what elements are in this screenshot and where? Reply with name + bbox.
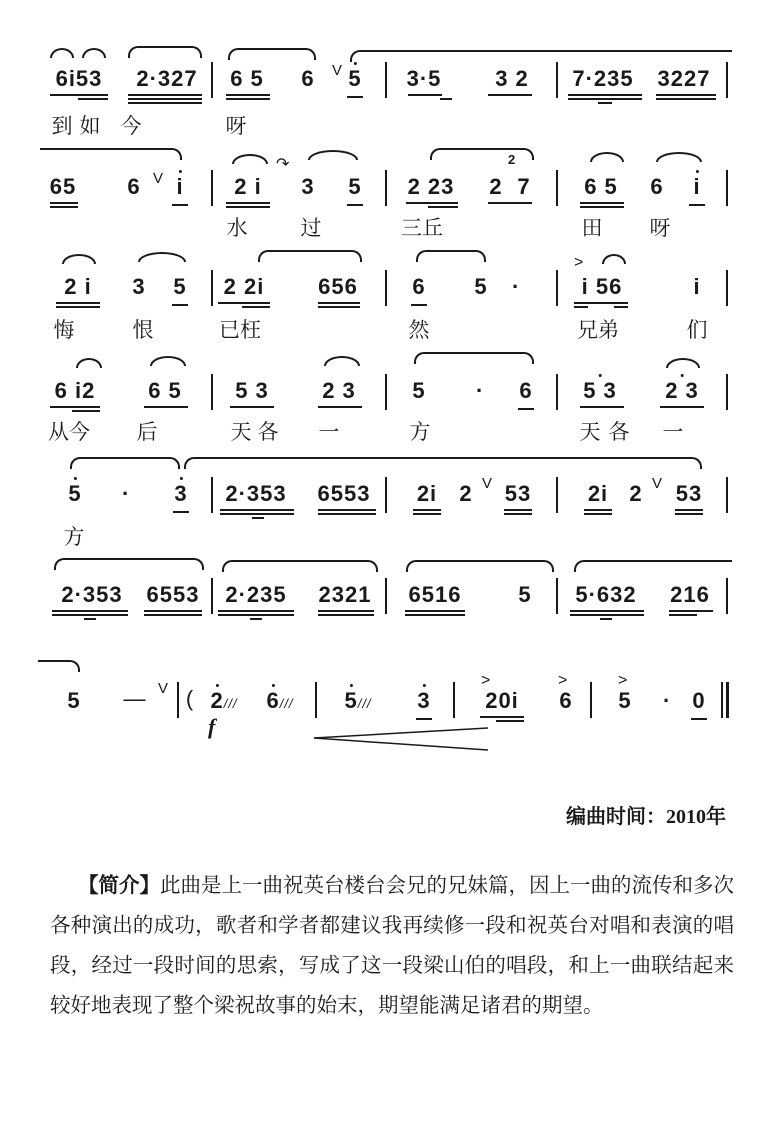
barline: [556, 62, 558, 98]
beam: [347, 96, 363, 98]
beam: [669, 610, 713, 612]
note-group: i 56: [581, 274, 623, 299]
note-group: 2 i: [234, 174, 262, 199]
beam: [144, 610, 202, 612]
barline: [315, 682, 317, 718]
beam: [496, 720, 524, 722]
beam: [488, 202, 532, 204]
note: i: [693, 274, 701, 299]
beam: [570, 614, 644, 616]
note: 5: [348, 66, 362, 91]
breath-mark: V: [482, 475, 493, 492]
note-group: 2321: [318, 582, 372, 607]
slur: [228, 48, 316, 60]
beam: [504, 513, 532, 515]
beam: [173, 511, 189, 513]
beam: [347, 204, 363, 206]
score-line-2: [0, 140, 772, 240]
lyric: 呀: [225, 114, 247, 138]
tie: [138, 252, 186, 262]
beam: [428, 206, 458, 208]
barline: [385, 270, 387, 306]
note-group: 656: [318, 274, 358, 299]
slur: [430, 148, 534, 160]
beam: [56, 302, 100, 304]
beam: [405, 610, 465, 612]
beam: [242, 306, 270, 308]
note: 2///: [210, 688, 238, 713]
note: 6: [412, 274, 426, 299]
grace-note: 2: [508, 152, 516, 167]
note-group: 2 3: [665, 378, 699, 403]
beam: [50, 202, 78, 204]
lyric: 从今: [48, 420, 90, 444]
note-group: 6 5: [230, 66, 264, 91]
tie: [62, 254, 96, 264]
beam: [318, 513, 376, 515]
beam: [50, 206, 78, 208]
beam: [318, 306, 360, 308]
note-group: 20i: [485, 688, 519, 713]
crescendo-hairpin: [314, 724, 490, 754]
beam: [230, 406, 274, 408]
note-group: 3·5: [406, 66, 442, 91]
note-group: 2·353: [225, 481, 287, 506]
note: i: [176, 174, 184, 199]
note-group: 2 23: [407, 174, 455, 199]
note-group: 3227: [657, 66, 711, 91]
beam: [144, 406, 188, 408]
beam: [416, 718, 432, 720]
lyric: 恨: [132, 318, 154, 342]
score-line-1: [0, 40, 772, 140]
beam: [413, 509, 441, 511]
barline: [556, 270, 558, 306]
lyric: 今: [120, 114, 142, 138]
barline: [211, 62, 213, 98]
beam: [580, 206, 624, 208]
beam: [226, 98, 270, 100]
note-group: 216: [670, 582, 710, 607]
beam: [318, 509, 376, 511]
lyric: 天: [579, 420, 601, 444]
lyric: 兄弟: [577, 318, 619, 342]
beam: [574, 306, 588, 308]
note: 6: [650, 174, 664, 199]
note-group: 53: [504, 481, 532, 506]
barline: [556, 374, 558, 410]
beam: [408, 94, 442, 96]
barline: [385, 477, 387, 513]
augmentation-dot: ·: [476, 378, 484, 403]
score-line-4: [0, 340, 772, 444]
beam: [220, 513, 294, 515]
beam: [128, 102, 202, 104]
barline: [556, 170, 558, 206]
tie: [82, 48, 106, 58]
slur: [70, 457, 180, 469]
augmentation-dot: ·: [122, 481, 130, 506]
lyric: 然: [408, 318, 430, 342]
beam: [440, 98, 452, 100]
beam: [580, 202, 624, 204]
lyric: 悔: [53, 318, 75, 342]
beam: [50, 406, 100, 408]
barline: [726, 477, 728, 513]
beam: [614, 306, 628, 308]
barline: [177, 682, 179, 718]
slur: [406, 560, 554, 572]
note-group: 65: [49, 174, 77, 199]
note: 3: [132, 274, 146, 299]
note-group: 7·235: [572, 66, 634, 91]
note: 5: [173, 274, 187, 299]
breath-mark: V: [332, 62, 343, 79]
beam: [570, 610, 644, 612]
slur: [574, 560, 732, 572]
note-group: 6553: [317, 481, 371, 506]
augmentation-dot: ·: [512, 274, 520, 299]
slur: [128, 46, 202, 58]
tremolo-mark: ///: [357, 696, 372, 711]
note-group: 6516: [408, 582, 462, 607]
barline: [211, 477, 213, 513]
tie: [324, 356, 360, 366]
note-group: 2·353: [61, 582, 123, 607]
accent-mark: >: [481, 672, 491, 689]
note: 5: [67, 688, 81, 713]
beam: [518, 408, 534, 410]
beam: [413, 513, 441, 515]
note: 5///: [344, 688, 372, 713]
barline: [211, 578, 213, 614]
breath-mark: V: [652, 475, 663, 492]
barline: [726, 62, 728, 98]
barline: [385, 578, 387, 614]
note: 6: [127, 174, 141, 199]
note: 6///: [266, 688, 294, 713]
lyric: 已枉: [219, 318, 261, 342]
note-group: 5·632: [575, 582, 637, 607]
slur: [414, 352, 534, 364]
slur: [54, 558, 204, 570]
lyric: 各: [257, 420, 279, 444]
lyric: 三丘: [401, 216, 443, 240]
accent-mark: >: [574, 254, 584, 271]
beam: [50, 94, 108, 96]
note-group: 6 i2: [54, 378, 96, 403]
accent-mark: >: [618, 672, 628, 689]
note-group: 53: [675, 481, 703, 506]
tremolo-mark: ///: [279, 696, 294, 711]
open-paren: (: [185, 686, 195, 711]
note: 5: [348, 174, 362, 199]
note: 3: [301, 174, 315, 199]
breath-mark: V: [153, 170, 164, 187]
tremolo-mark: ///: [223, 696, 238, 711]
slur: [184, 457, 324, 469]
lyric: 方: [409, 420, 431, 444]
tie: [666, 358, 700, 368]
note-group: 2·235: [225, 582, 287, 607]
note-group: 6553: [146, 582, 200, 607]
barline: [211, 270, 213, 306]
intro-text: 此曲是上一曲祝英台楼台会兄的兄妹篇，因上一曲的流传和多次各种演出的成功，歌者和学者都建议我再续修一段和祝英台对唱和表演的唱段，经过一段时间的思索，写成了这一段梁山伯的唱段，和上一曲联结起来较好地表现了整个梁祝故事的始末，期望能满足诸君的期望。: [50, 873, 734, 1017]
beam: [144, 614, 202, 616]
beam: [220, 509, 294, 511]
beam: [600, 618, 612, 620]
breath-mark: V: [158, 680, 169, 697]
beam: [656, 94, 716, 96]
note: 6: [559, 688, 573, 713]
note: 2: [629, 481, 643, 506]
note: 5: [412, 378, 426, 403]
beam: [52, 614, 128, 616]
beam: [406, 202, 458, 204]
beam: [318, 610, 374, 612]
note-group: 2i: [587, 481, 609, 506]
beam: [580, 406, 624, 408]
note: 6: [519, 378, 533, 403]
beam: [250, 618, 262, 620]
beam: [226, 202, 270, 204]
barline: [385, 170, 387, 206]
barline: [211, 374, 213, 410]
barline: [726, 170, 728, 206]
beam: [568, 94, 642, 96]
note: 5: [68, 481, 82, 506]
beam: [318, 614, 374, 616]
beam: [669, 614, 697, 616]
beam: [218, 610, 294, 612]
tie: [232, 154, 268, 164]
tie: [656, 152, 702, 162]
note-group: 2i: [416, 481, 438, 506]
note-group: 2·327: [136, 66, 198, 91]
lyric: 们: [686, 318, 708, 342]
beam: [504, 509, 532, 511]
note-group: 2 3: [322, 378, 356, 403]
intro-tag: 【简介】: [78, 873, 160, 897]
note: 5: [618, 688, 632, 713]
beam: [598, 102, 612, 104]
beam: [568, 98, 642, 100]
note: 3: [417, 688, 431, 713]
augmentation-dot: ·: [663, 688, 671, 713]
note: 0: [692, 688, 706, 713]
tie: [50, 48, 74, 58]
beam: [689, 204, 705, 206]
score-line-5: [0, 445, 772, 549]
beam: [660, 406, 704, 408]
slur: [38, 660, 80, 672]
beam: [218, 302, 270, 304]
beam: [72, 410, 100, 412]
beam: [56, 306, 100, 308]
note-group: 2 2i: [223, 274, 265, 299]
note: 6: [301, 66, 315, 91]
slur: [350, 50, 732, 62]
beam: [172, 204, 188, 206]
beam: [488, 94, 532, 96]
beam: [411, 304, 427, 306]
slur: [258, 250, 362, 262]
lyric: 到: [51, 114, 73, 138]
slur: [416, 250, 486, 262]
tie: [76, 358, 102, 368]
note-group: 5 3: [235, 378, 269, 403]
lyric: 过: [300, 216, 322, 240]
note: 2: [489, 174, 503, 199]
barline: [726, 578, 728, 614]
lyric: 各: [608, 420, 630, 444]
note: 2: [459, 481, 473, 506]
barline: [556, 477, 558, 513]
beam: [675, 513, 703, 515]
beam: [691, 718, 707, 720]
accent-mark: >: [558, 672, 568, 689]
beam: [405, 614, 465, 616]
note: 5: [518, 582, 532, 607]
note-group: 3 2: [495, 66, 529, 91]
barline: [453, 682, 455, 718]
note-group: 2 i: [64, 274, 92, 299]
note-group: 6 5: [584, 174, 618, 199]
lyric: 一: [662, 420, 684, 444]
final-barline: [721, 682, 723, 718]
lyric: 后: [136, 420, 158, 444]
introduction-paragraph: [50, 865, 734, 1025]
beam: [584, 509, 612, 511]
note: 3: [174, 481, 188, 506]
barline: [385, 62, 387, 98]
slur: [40, 148, 182, 160]
slur: [222, 560, 378, 572]
beam: [128, 94, 202, 96]
beam: [128, 98, 202, 100]
note: 7: [517, 174, 531, 199]
note: i: [693, 174, 701, 199]
dynamic-forte: f: [208, 714, 216, 739]
beam: [318, 302, 360, 304]
barline: [211, 170, 213, 206]
score-line-6: [0, 550, 772, 650]
score-line-3: [0, 240, 772, 340]
barline: [726, 374, 728, 410]
beam: [480, 716, 524, 718]
note-group: 6i53: [55, 66, 103, 91]
lyric: 天: [230, 420, 252, 444]
beam: [84, 618, 96, 620]
beam: [584, 513, 612, 515]
beam: [252, 517, 264, 519]
beam: [52, 610, 128, 612]
tie: [602, 254, 626, 264]
beam: [656, 98, 716, 100]
slur: [320, 457, 702, 469]
tie: [590, 152, 624, 162]
score-line-7: [0, 640, 772, 760]
final-barline: [726, 682, 729, 718]
barline: [590, 682, 592, 718]
barline: [385, 374, 387, 410]
beam: [318, 406, 362, 408]
sustain-dash: —: [123, 686, 147, 711]
barline: [726, 270, 728, 306]
lyric: 田: [581, 216, 603, 240]
lyric: 呀: [649, 216, 671, 240]
lyric: 水: [226, 216, 248, 240]
lyric: 一: [318, 420, 340, 444]
beam: [226, 206, 270, 208]
turn-arrow-icon: ↷: [276, 156, 290, 173]
composition-date: 编曲时间：2010年: [566, 806, 726, 828]
beam: [172, 304, 188, 306]
beam: [226, 94, 270, 96]
note: 5: [474, 274, 488, 299]
lyric: 方: [63, 525, 85, 549]
beam: [675, 509, 703, 511]
beam: [218, 614, 294, 616]
beam: [78, 98, 108, 100]
beam: [574, 302, 628, 304]
tie: [150, 356, 186, 366]
lyric: 如: [79, 114, 101, 138]
note-group: 6 5: [148, 378, 182, 403]
tie: [308, 150, 358, 160]
barline: [556, 578, 558, 614]
note-group: 5 3: [583, 378, 617, 403]
